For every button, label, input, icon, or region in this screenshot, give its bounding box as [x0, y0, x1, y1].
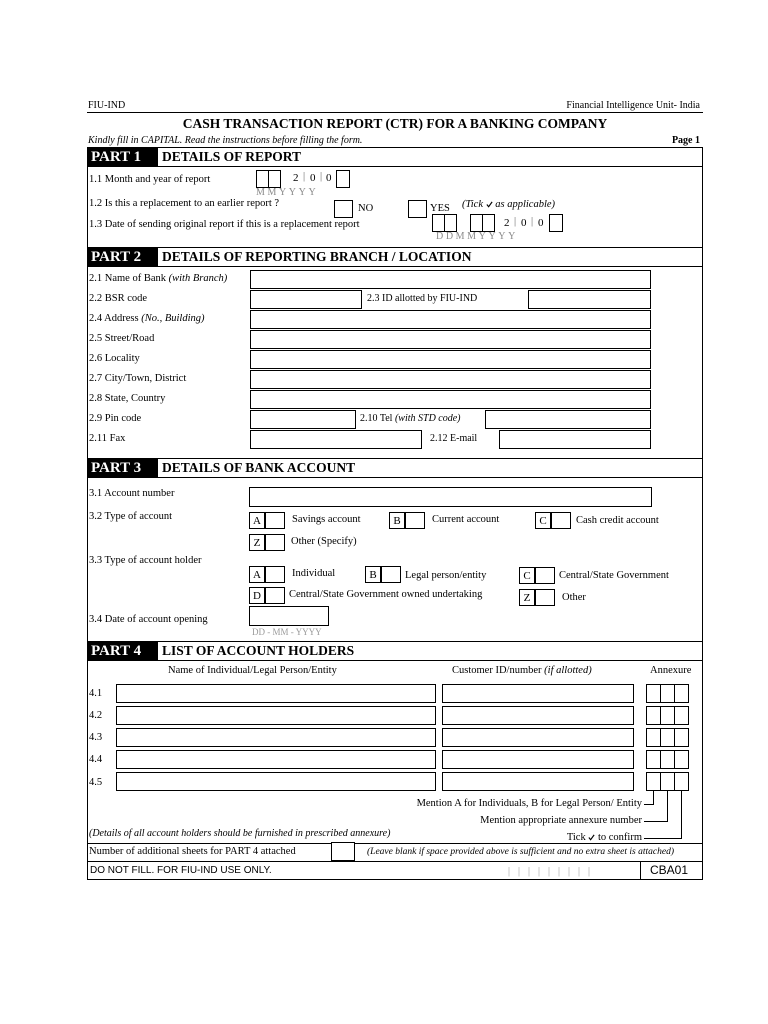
customer-id-3-input[interactable]: [442, 728, 634, 747]
orig-year-prefix-1: 2: [504, 217, 510, 229]
part3-title: DETAILS OF BANK ACCOUNT: [162, 460, 356, 475]
account-type-a-code: A: [249, 512, 265, 529]
report-year-last-digit[interactable]: [336, 170, 350, 188]
city-input[interactable]: [250, 370, 651, 389]
account-type-b-code: B: [389, 512, 405, 529]
tick-leader-line-h: [644, 838, 682, 839]
holder-type-a-box[interactable]: [265, 566, 285, 583]
part2-header: [87, 247, 703, 267]
customer-id-5-input[interactable]: [442, 772, 634, 791]
ddmmyyyy-hint: DDMMYYYY: [436, 231, 518, 242]
row-4-4-label: 4.4: [89, 754, 103, 765]
orig-year-prefix-2: 0: [521, 217, 527, 229]
form-code-divider: [640, 861, 641, 880]
part3-header: [87, 458, 703, 478]
f2-4-label-main: 2.4 Address: [89, 313, 139, 324]
annex-number-1[interactable]: [660, 684, 675, 703]
note-annexure: Mention appropriate annexure number: [480, 815, 642, 826]
part1-title: DETAILS OF REPORT: [162, 149, 302, 164]
f2-3-label: 2.3 ID allotted by FIU-IND: [367, 293, 478, 304]
account-type-c-code: C: [535, 512, 551, 529]
col-name-header: Name of Individual/Legal Person/Entity: [168, 665, 337, 676]
row-4-1-label: 4.1: [89, 688, 103, 699]
annex-entity-3[interactable]: [646, 728, 661, 747]
tick-note-a: (Tick: [462, 199, 483, 210]
f2-11-label: 2.11 Fax: [89, 433, 126, 444]
col-customer-note: (if allotted): [544, 665, 592, 676]
report-month-digit-2[interactable]: [268, 170, 281, 188]
street-input[interactable]: [250, 330, 651, 349]
holder-name-4-input[interactable]: [116, 750, 436, 769]
annex-tick-1[interactable]: [674, 684, 689, 703]
account-type-c-box[interactable]: [551, 512, 571, 529]
part1-header: [87, 147, 703, 167]
entity-leader-line-h: [644, 804, 654, 805]
holder-type-d-code: D: [249, 587, 265, 604]
pin-code-input[interactable]: [250, 410, 356, 429]
footer-top-rule: [87, 861, 703, 862]
row-4-2-label: 4.2: [89, 710, 103, 721]
account-type-a-label: Savings account: [292, 514, 361, 525]
customer-id-4-input[interactable]: [442, 750, 634, 769]
part3-tag: PART 3: [88, 459, 158, 477]
col-customer-main: Customer ID/number: [452, 665, 542, 676]
account-type-z-label: Other (Specify): [291, 536, 357, 547]
holder-type-c-box[interactable]: [535, 567, 555, 584]
account-type-z-code: Z: [249, 534, 265, 551]
header-rule: [87, 112, 703, 113]
account-type-c-label: Cash credit account: [576, 515, 659, 526]
year-prefix-1: 2: [293, 172, 299, 184]
checkmark-icon: [486, 201, 493, 208]
locality-input[interactable]: [250, 350, 651, 369]
q1-1-label: 1.1 Month and year of report: [89, 174, 211, 185]
annex-tick-4[interactable]: [674, 750, 689, 769]
holder-type-z-box[interactable]: [535, 589, 555, 606]
footer-bottom-rule: [87, 879, 703, 880]
annex-number-4[interactable]: [660, 750, 675, 769]
date-format-hint: DD - MM - YYYY: [252, 627, 322, 637]
holder-type-d-box[interactable]: [265, 587, 285, 604]
part2-tag: PART 2: [88, 248, 158, 266]
yes-label: YES: [430, 203, 450, 214]
f2-6-label: 2.6 Locality: [89, 353, 140, 364]
note-tick: [567, 832, 642, 843]
f2-9-label: 2.9 Pin code: [89, 413, 142, 424]
part1-tag: PART 1: [88, 148, 158, 166]
orig-year-prefix-3: 0: [538, 217, 544, 229]
account-type-b-box[interactable]: [405, 512, 425, 529]
details-note: (Details of all account holders should be furnished in prescribed annexure): [89, 828, 391, 839]
holder-type-b-label: Legal person/entity: [405, 570, 487, 581]
f2-8-label: 2.8 State, Country: [89, 393, 166, 404]
holder-type-c-code: C: [519, 567, 535, 584]
part4-tag: PART 4: [88, 642, 158, 660]
state-input[interactable]: [250, 390, 651, 409]
mmyyyy-hint: MMYYYY: [256, 187, 319, 198]
holder-name-3-input[interactable]: [116, 728, 436, 747]
f2-10-label-note: (with STD code): [394, 413, 461, 424]
holder-type-c-label: Central/State Government: [559, 570, 669, 581]
form-title: CASH TRANSACTION REPORT (CTR) FOR A BANKING COMPANY: [182, 116, 608, 131]
holder-type-b-code: B: [365, 566, 381, 583]
annex-number-2[interactable]: [660, 706, 675, 725]
no-label: NO: [358, 203, 374, 214]
replacement-yes-box[interactable]: [408, 200, 427, 218]
holder-type-a-label: Individual: [292, 568, 336, 579]
additional-sheets-input[interactable]: [331, 842, 355, 861]
fill-instruction: Kindly fill in CAPITAL. Read the instructions before filling the form.: [88, 135, 363, 146]
bsr-code-input[interactable]: [250, 290, 362, 309]
f3-4-label: 3.4 Date of account opening: [89, 614, 208, 625]
tick-note-b: as applicable): [495, 199, 556, 210]
f2-2-label: 2.2 BSR code: [89, 293, 148, 304]
tick-note: [462, 199, 555, 210]
f2-1-label-note: (with Branch): [168, 273, 228, 284]
row-4-5-label: 4.5: [89, 777, 103, 788]
annex-number-3[interactable]: [660, 728, 675, 747]
holder-type-a-code: A: [249, 566, 265, 583]
office-use-note: DO NOT FILL. FOR FIU-IND USE ONLY.: [90, 865, 272, 876]
f2-1-label: [89, 273, 227, 284]
col-customer-header: [452, 665, 592, 676]
page-number: Page 1: [671, 135, 700, 146]
account-number-input[interactable]: [249, 487, 652, 507]
part4-title: LIST OF ACCOUNT HOLDERS: [162, 643, 355, 658]
holder-name-1-input[interactable]: [116, 684, 436, 703]
org-right: Financial Intelligence Unit- India: [566, 100, 700, 111]
f2-12-label: 2.12 E-mail: [430, 433, 478, 444]
customer-id-1-input[interactable]: [442, 684, 634, 703]
holder-type-z-code: Z: [519, 589, 535, 606]
account-type-z-box[interactable]: [265, 534, 285, 551]
orig-date-d2[interactable]: [444, 214, 457, 232]
additional-sheets-label: Number of additional sheets for PART 4 attached: [89, 846, 296, 857]
f2-10-label: [360, 413, 461, 424]
row-4-3-label: 4.3: [89, 732, 103, 743]
year-prefix-2: 0: [310, 172, 316, 184]
orig-year-last-digit[interactable]: [549, 214, 563, 232]
annex-tick-2[interactable]: [674, 706, 689, 725]
note-tick-a: Tick: [566, 832, 586, 843]
office-use-ticks: |||||||||: [508, 866, 599, 877]
annex-entity-4[interactable]: [646, 750, 661, 769]
part4-header: [87, 641, 703, 661]
year-separator-icon: |: [531, 216, 534, 227]
customer-id-2-input[interactable]: [442, 706, 634, 725]
col-annexure-header: Annexure: [650, 665, 692, 676]
org-left: FIU-IND: [88, 100, 126, 111]
f3-3-label: 3.3 Type of account holder: [89, 555, 202, 566]
holder-type-b-box[interactable]: [381, 566, 401, 583]
f2-7-label: 2.7 City/Town, District: [89, 373, 187, 384]
holder-name-5-input[interactable]: [116, 772, 436, 791]
annex-number-5[interactable]: [660, 772, 675, 791]
q1-3-label: 1.3 Date of sending original report if this is a replacement report: [89, 219, 360, 230]
bank-name-input[interactable]: [250, 270, 651, 289]
annex-entity-5[interactable]: [646, 772, 661, 791]
holder-type-d-label: Central/State Government owned undertaking: [289, 589, 483, 600]
form-code: CBA01: [650, 863, 689, 877]
f2-1-label-main: 2.1 Name of Bank: [89, 273, 166, 284]
year-prefix-3: 0: [326, 172, 332, 184]
checkmark-icon: [588, 834, 595, 841]
tel-input[interactable]: [485, 410, 651, 429]
tick-leader-line: [681, 791, 682, 839]
annex-tick-3[interactable]: [674, 728, 689, 747]
f3-1-label: 3.1 Account number: [89, 488, 175, 499]
f2-5-label: 2.5 Street/Road: [89, 333, 155, 344]
q1-2-label: 1.2 Is this a replacement to an earlier report ?: [89, 198, 280, 209]
annex-tick-5[interactable]: [674, 772, 689, 791]
note-tick-b: to confirm: [597, 832, 642, 843]
f2-4-label-note: (No., Building): [141, 313, 205, 324]
entity-leader-line: [653, 791, 654, 805]
year-separator-icon: |: [303, 171, 306, 182]
annex-entity-1[interactable]: [646, 684, 661, 703]
fiu-id-input[interactable]: [528, 290, 651, 309]
f2-10-label-main: 2.10 Tel: [360, 413, 393, 424]
year-separator-icon: |: [320, 171, 323, 182]
fax-input[interactable]: [250, 430, 422, 449]
note-entity: Mention A for Individuals, B for Legal Person/ Entity: [416, 798, 642, 809]
account-opening-date-input[interactable]: [249, 606, 329, 626]
email-input[interactable]: [499, 430, 651, 449]
part2-title: DETAILS OF REPORTING BRANCH / LOCATION: [162, 249, 472, 264]
annex-entity-2[interactable]: [646, 706, 661, 725]
annex-leader-line-h: [644, 821, 668, 822]
holder-type-z-label: Other: [562, 592, 586, 603]
holder-name-2-input[interactable]: [116, 706, 436, 725]
year-separator-icon: |: [514, 216, 517, 227]
account-type-b-label: Current account: [432, 514, 500, 525]
address-input[interactable]: [250, 310, 651, 329]
orig-date-m2[interactable]: [482, 214, 495, 232]
account-type-a-box[interactable]: [265, 512, 285, 529]
leave-blank-note: (Leave blank if space provided above is sufficient and no extra sheet is attached): [367, 847, 675, 857]
part4-bottom-rule: [87, 843, 703, 844]
replacement-no-box[interactable]: [334, 200, 353, 218]
f3-2-label: 3.2 Type of account: [89, 511, 173, 522]
f2-4-label: [89, 313, 205, 324]
annex-leader-line: [667, 791, 668, 822]
